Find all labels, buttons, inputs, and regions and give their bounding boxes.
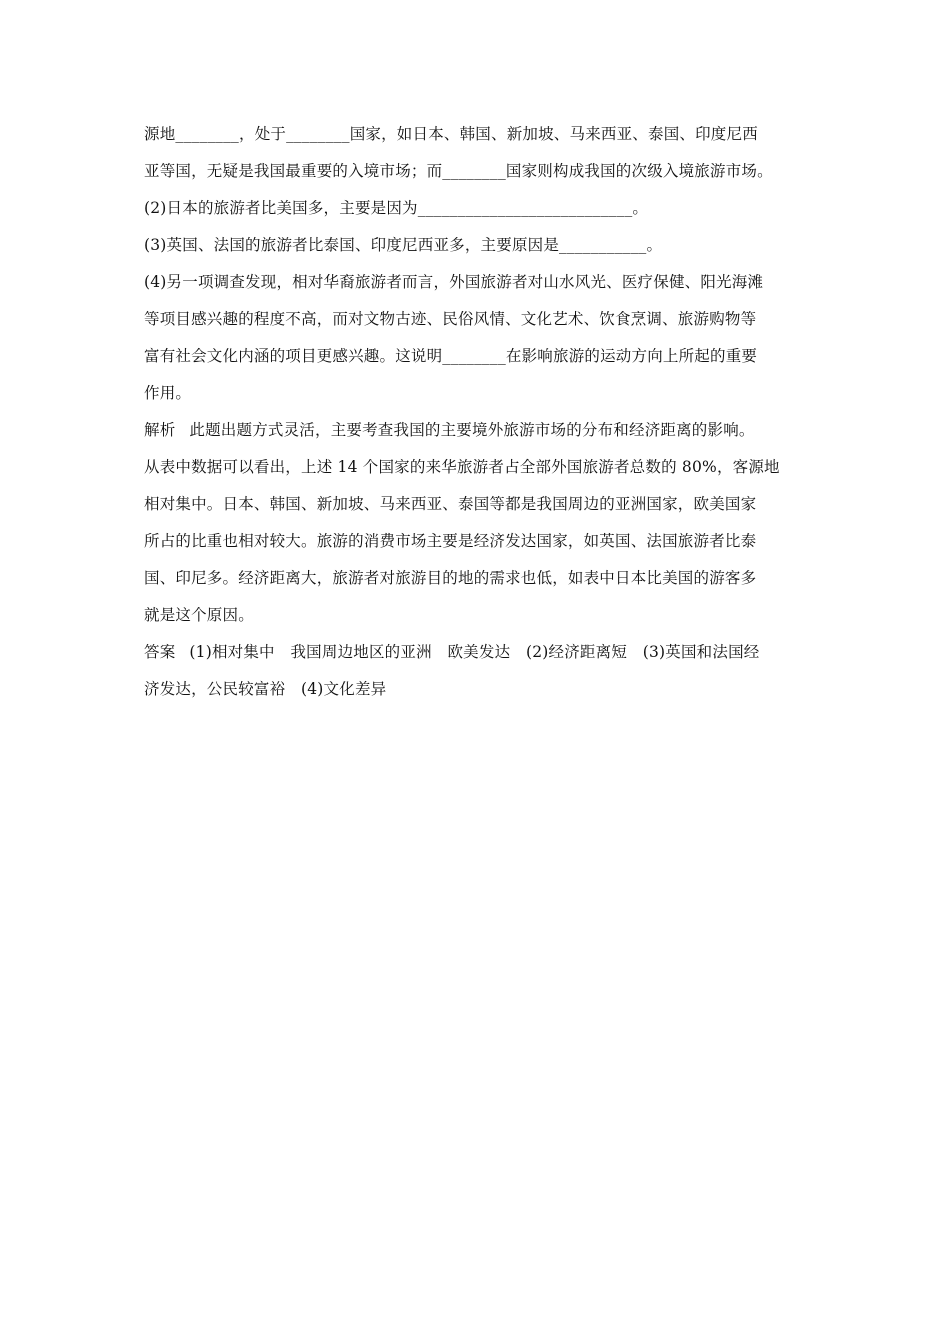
- analysis-label: 解析: [144, 421, 176, 439]
- analysis-line: 就是这个原因。: [144, 606, 254, 624]
- analysis-line: 所占的比重也相对较大。旅游的消费市场主要是经济发达国家，如英国、法国旅游者比泰: [144, 532, 757, 550]
- analysis-line: 从表中数据可以看出，上述 14 个国家的来华旅游者占全部外国旅游者总数的 80%，客源地: [144, 458, 780, 476]
- answer-label: 答案: [144, 643, 176, 661]
- answer-text: (1)相对集中 我国周边地区的亚洲 欧美发达 (2)经济距离短 (3)英国和法国经: [189, 643, 760, 661]
- analysis-first-line: [144, 412, 812, 449]
- question-line: (4)另一项调查发现，相对华裔旅游者而言，外国旅游者对山水风光、医疗保健、阳光海滩: [144, 273, 764, 291]
- question-line: 等项目感兴趣的程度不高，而对文物古迹、民俗风情、文化艺术、饮食烹调、旅游购物等: [144, 310, 757, 328]
- analysis-block: [144, 412, 812, 634]
- question-line: 作用。: [144, 384, 192, 402]
- answer-line: 济发达，公民较富裕 (4)文化差异: [144, 680, 387, 698]
- question-line: 富有社会文化内涵的项目更感兴趣。这说明________在影响旅游的运动方向上所起的重要: [144, 347, 758, 365]
- document-page: [144, 116, 812, 708]
- question-line: (2)日本的旅游者比美国多，主要是因为___________________________。: [144, 199, 649, 217]
- answer-block: [144, 634, 812, 708]
- question-block: [144, 116, 812, 412]
- analysis-line: 相对集中。日本、韩国、新加坡、马来西亚、泰国等都是我国周边的亚洲国家，欧美国家: [144, 495, 757, 513]
- analysis-text: 此题出题方式灵活，主要考查我国的主要境外旅游市场的分布和经济距离的影响。: [189, 421, 755, 439]
- answer-first-line: [144, 634, 812, 671]
- question-line: 亚等国，无疑是我国最重要的入境市场；而________国家则构成我国的次级入境旅游市场。: [144, 162, 773, 180]
- question-line: (3)英国、法国的旅游者比泰国、印度尼西亚多，主要原因是___________。: [144, 236, 663, 254]
- question-line: 源地________，处于________国家，如日本、韩国、新加坡、马来西亚、泰国、印度尼西: [144, 125, 758, 143]
- analysis-line: 国、印尼多。经济距离大，旅游者对旅游目的地的需求也低，如表中日本比美国的游客多: [144, 569, 757, 587]
